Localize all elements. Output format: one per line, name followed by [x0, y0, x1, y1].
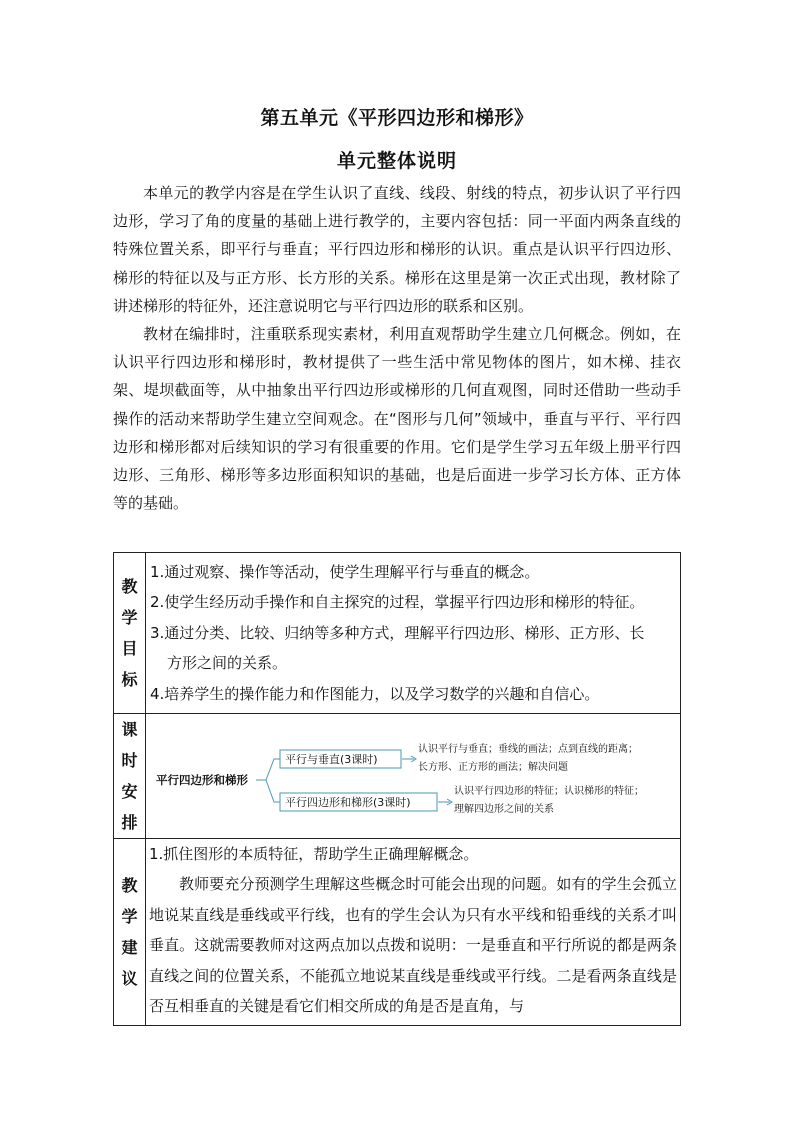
teaching-goals-label: 教 学 目 标	[114, 553, 146, 714]
intro-section	[113, 179, 681, 517]
teaching-advice-label: 教 学 建 议	[114, 839, 146, 1026]
schedule-root-label: 平行四边形和梯形	[156, 773, 248, 788]
advice-heading: 1.抓住图形的本质特征，帮助学生正确理解概念。	[149, 845, 479, 864]
schedule-row	[114, 714, 681, 839]
branch-desc-line: 认识平行四边形的特征；认识梯形的特征；	[454, 786, 644, 798]
page-title: 第五单元《平形四边形和梯形》	[260, 107, 534, 129]
branch-desc-line: 理解四边形之间的关系	[454, 804, 554, 816]
intro-paragraph: 本单元的教学内容是在学生认识了直线、线段、射线的特点，初步认识了平行四边形，学习了角的度量的基础上进行教学的，主要内容包括：同一平面内两条直线的特殊位置关系，即平行与垂直；平行四边形和梯形的认识。重点是认识平行四边形、梯形的特征以及与正方形、长方形的关系。梯形在这里是第一次正式出现，教材除了讲述梯形的特征外，还注意说明它与平行四边形的联系和区别。	[113, 184, 681, 315]
schedule-diagram	[146, 714, 681, 838]
teaching-goals-content	[146, 553, 681, 714]
goal-item-continued: 方形之间的关系。	[167, 654, 288, 673]
intro-paragraph: 教材在编排时，注重联系现实素材，利用直观帮助学生建立几何概念。例如，在认识平行四边形和梯形时，教材提供了一些生活中常见物体的图片，如木梯、挂衣架、堤坝截面等，从中抽象出平行四边形或梯形的几何直观图，同时还借助一些动手操作的活动来帮助学生建立空间观念。在“图形与几何”领域中，垂直与平行、平行四边形和梯形都对后续知识的学习有很重要的作用。它们是学生学习五年级上册平行四边形、三角形、梯形等多边形面积知识的基础，也是后面进一步学习长方体、正方体等的基础。	[113, 325, 681, 513]
goal-item: 3.通过分类、比较、归纳等多种方式，理解平行四边形、梯形、正方形、长	[150, 623, 645, 642]
teaching-advice-row	[114, 839, 681, 1026]
schedule-label: 课 时 安 排	[114, 714, 146, 839]
schedule-diagram-cell	[146, 714, 681, 839]
goal-item: 1.通过观察、操作等活动，使学生理解平行与垂直的概念。	[150, 563, 540, 581]
goal-item: 4.培养学生的操作能力和作图能力，以及学习数学的兴趣和自信心。	[150, 684, 600, 703]
goal-item: 2.使学生经历动手操作和自主探究的过程，掌握平行四边形和梯形的特征。	[150, 593, 645, 612]
branch-label-parallelogram-trapezoid: 平行四边形和梯形(3课时)	[285, 796, 411, 810]
bracket-connector	[256, 759, 280, 802]
unit-plan-table	[113, 552, 681, 1026]
branch-desc-line: 长方形、正方形的画法；解决问题	[418, 762, 568, 774]
advice-paragraph: 教师要充分预测学生理解这些概念时可能会出现的问题。如有的学生会孤立地说某直线是垂线或平行线，也有的学生会认为只有水平线和铅垂线的关系才叫垂直。这就需要教师对这两点加以点拨和说明：一是垂直和平行所说的都是两条直线之间的位置关系，不能孤立地说某直线是垂线或平行线。二是看两条直线是否互相垂直的关键是看它们相交所成的角是否是直角，与	[149, 875, 677, 1016]
page-subtitle: 单元整体说明	[336, 150, 457, 172]
teaching-advice-content	[146, 839, 681, 1026]
branch-desc-line: 认识平行与垂直；垂线的画法；点到直线的距离；	[418, 744, 638, 756]
branch-label-parallel-perpendicular: 平行与垂直(3课时)	[285, 753, 378, 767]
teaching-goals-row	[114, 553, 681, 714]
